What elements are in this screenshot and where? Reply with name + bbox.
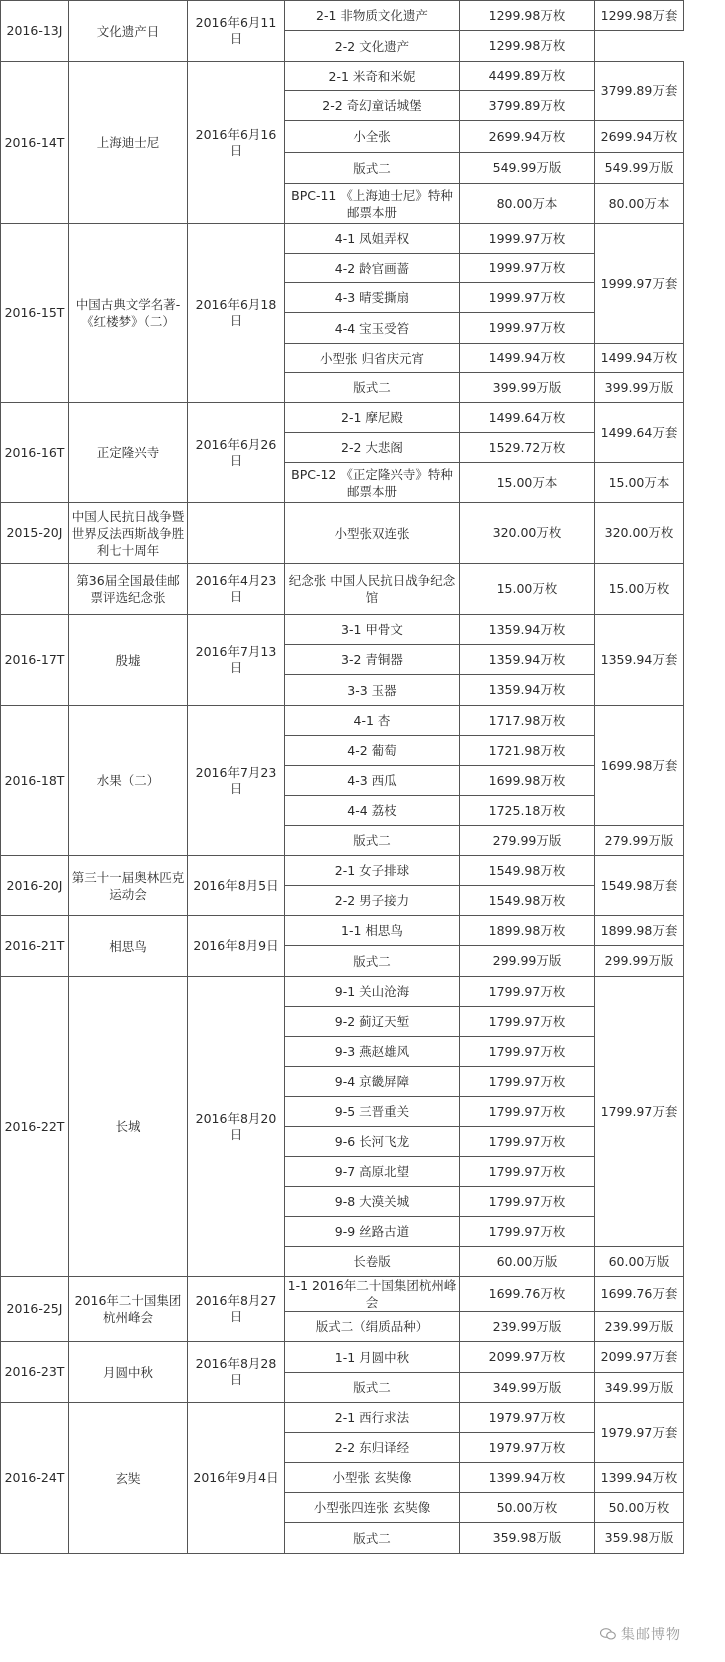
quantity-cell: 1717.98万枚 (460, 706, 595, 736)
quantity-cell: 1979.97万枚 (460, 1403, 595, 1433)
item-cell: 9-6 长河飞龙 (285, 1127, 460, 1157)
item-cell: 2-1 女子排球 (285, 856, 460, 886)
quantity-cell: 1979.97万枚 (460, 1433, 595, 1463)
quantity-cell: 60.00万版 (460, 1247, 595, 1277)
issue-code-cell: 2016-24T (1, 1403, 69, 1554)
item-cell: 小型张 归省庆元宵 (285, 344, 460, 373)
item-cell: 4-1 杏 (285, 706, 460, 736)
quantity-cell: 1999.97万枚 (460, 254, 595, 283)
quantity-cell: 50.00万枚 (460, 1493, 595, 1523)
item-cell: 长卷版 (285, 1247, 460, 1277)
item-cell: 版式二（绢质品种） (285, 1312, 460, 1342)
quantity-cell: 1799.97万枚 (460, 1127, 595, 1157)
quantity-cell: 1359.94万枚 (460, 615, 595, 645)
issue-date-cell: 2016年6月16日 (188, 62, 285, 224)
watermark (600, 1624, 681, 1644)
item-cell: 1-1 月圆中秋 (285, 1342, 460, 1373)
item-cell: BPC-11 《上海迪士尼》特种邮票本册 (285, 184, 460, 224)
quantity-cell: 1799.97万枚 (460, 1037, 595, 1067)
quantity-cell: 1799.97万枚 (460, 1067, 595, 1097)
item-cell: 9-7 高原北望 (285, 1157, 460, 1187)
set-total-cell: 279.99万版 (595, 826, 684, 856)
issue-code-cell: 2016-25J (1, 1277, 69, 1342)
set-total-cell: 1999.97万套 (595, 224, 684, 344)
table-row (1, 1277, 684, 1312)
item-cell: 版式二 (285, 1373, 460, 1403)
set-total-cell: 1549.98万套 (595, 856, 684, 916)
issue-code-cell: 2016-20J (1, 856, 69, 916)
set-total-cell: 1499.64万套 (595, 403, 684, 463)
item-cell: 小型张 玄奘像 (285, 1463, 460, 1493)
set-total-cell: 1299.98万套 (595, 1, 684, 31)
item-cell: 4-3 西瓜 (285, 766, 460, 796)
issue-date-cell: 2016年8月27日 (188, 1277, 285, 1342)
quantity-cell: 1359.94万枚 (460, 645, 595, 675)
issue-code-cell: 2016-14T (1, 62, 69, 224)
issue-code-cell: 2016-23T (1, 1342, 69, 1403)
item-cell: 3-2 青铜器 (285, 645, 460, 675)
quantity-cell: 15.00万枚 (460, 564, 595, 615)
quantity-cell: 1721.98万枚 (460, 736, 595, 766)
set-total-cell: 1699.98万套 (595, 706, 684, 826)
quantity-cell: 15.00万本 (460, 463, 595, 503)
set-total-cell: 1399.94万枚 (595, 1463, 684, 1493)
quantity-cell: 1499.94万枚 (460, 344, 595, 373)
set-total-cell: 60.00万版 (595, 1247, 684, 1277)
table-row (1, 224, 684, 254)
quantity-cell: 1529.72万枚 (460, 433, 595, 463)
quantity-cell: 349.99万版 (460, 1373, 595, 1403)
item-cell: 2-1 摩尼殿 (285, 403, 460, 433)
quantity-cell: 1799.97万枚 (460, 1007, 595, 1037)
quantity-cell: 4499.89万枚 (460, 62, 595, 91)
set-total-cell: 320.00万枚 (595, 503, 684, 564)
set-total-cell: 80.00万本 (595, 184, 684, 224)
quantity-cell: 1799.97万枚 (460, 1187, 595, 1217)
item-cell: 2-2 男子接力 (285, 886, 460, 916)
table-row (1, 615, 684, 645)
item-cell: BPC-12 《正定隆兴寺》特种邮票本册 (285, 463, 460, 503)
table-row (1, 564, 684, 615)
issue-date-cell: 2016年9月4日 (188, 1403, 285, 1554)
quantity-cell: 1725.18万枚 (460, 796, 595, 826)
quantity-cell: 80.00万本 (460, 184, 595, 224)
quantity-cell: 1549.98万枚 (460, 856, 595, 886)
item-cell: 9-8 大漠关城 (285, 1187, 460, 1217)
watermark-text: 集邮博物 (621, 1627, 681, 1643)
issue-code-cell (1, 564, 69, 615)
issue-code-cell: 2016-17T (1, 615, 69, 706)
set-total-cell: 239.99万版 (595, 1312, 684, 1342)
item-cell: 1-1 相思鸟 (285, 916, 460, 946)
item-cell: 4-2 葡萄 (285, 736, 460, 766)
quantity-cell: 1359.94万枚 (460, 675, 595, 706)
issue-date-cell: 2016年6月18日 (188, 224, 285, 403)
quantity-cell: 399.99万版 (460, 373, 595, 403)
table-row (1, 1342, 684, 1373)
table-row (1, 1403, 684, 1433)
issue-name-cell: 上海迪士尼 (69, 62, 188, 224)
quantity-cell: 1999.97万枚 (460, 283, 595, 313)
issue-code-cell: 2016-18T (1, 706, 69, 856)
item-cell: 9-5 三晋重关 (285, 1097, 460, 1127)
issue-name-cell: 中国人民抗日战争暨世界反法西斯战争胜利七十周年 (69, 503, 188, 564)
set-total-cell: 15.00万枚 (595, 564, 684, 615)
quantity-cell: 320.00万枚 (460, 503, 595, 564)
issue-date-cell: 2016年8月20日 (188, 977, 285, 1277)
item-cell: 9-9 丝路古道 (285, 1217, 460, 1247)
set-total-cell: 1699.76万套 (595, 1277, 684, 1312)
issue-name-cell: 相思鸟 (69, 916, 188, 977)
item-cell: 3-3 玉器 (285, 675, 460, 706)
item-cell: 2-2 文化遗产 (285, 31, 460, 62)
set-total-cell: 359.98万版 (595, 1523, 684, 1554)
item-cell: 小全张 (285, 121, 460, 153)
issue-code-cell: 2015-20J (1, 503, 69, 564)
quantity-cell: 549.99万版 (460, 153, 595, 184)
item-cell: 9-4 京畿屏障 (285, 1067, 460, 1097)
issue-name-cell: 长城 (69, 977, 188, 1277)
item-cell: 版式二 (285, 826, 460, 856)
issue-code-cell: 2016-21T (1, 916, 69, 977)
table-row (1, 503, 684, 564)
quantity-cell: 1499.64万枚 (460, 403, 595, 433)
issue-name-cell: 殷墟 (69, 615, 188, 706)
set-total-cell: 2099.97万套 (595, 1342, 684, 1373)
issue-date-cell: 2016年8月5日 (188, 856, 285, 916)
item-cell: 4-1 凤姐弄权 (285, 224, 460, 254)
set-total-cell: 349.99万版 (595, 1373, 684, 1403)
issue-name-cell: 2016年二十国集团杭州峰会 (69, 1277, 188, 1342)
item-cell: 2-2 奇幻童话城堡 (285, 91, 460, 121)
issue-name-cell: 玄奘 (69, 1403, 188, 1554)
issue-name-cell: 正定隆兴寺 (69, 403, 188, 503)
item-cell: 3-1 甲骨文 (285, 615, 460, 645)
item-cell: 9-1 关山沧海 (285, 977, 460, 1007)
set-total-cell: 50.00万枚 (595, 1493, 684, 1523)
set-total-cell: 3799.89万套 (595, 62, 684, 121)
quantity-cell: 1999.97万枚 (460, 313, 595, 344)
issue-date-cell: 2016年8月9日 (188, 916, 285, 977)
issue-name-cell: 中国古典文学名著-《红楼梦》（二） (69, 224, 188, 403)
quantity-cell: 1699.76万枚 (460, 1277, 595, 1312)
quantity-cell: 1799.97万枚 (460, 1157, 595, 1187)
issue-date-cell: 2016年4月23日 (188, 564, 285, 615)
set-total-cell: 399.99万版 (595, 373, 684, 403)
item-cell: 版式二 (285, 153, 460, 184)
table-row (1, 403, 684, 433)
issue-date-cell: 2016年6月26日 (188, 403, 285, 503)
table-row (1, 856, 684, 886)
quantity-cell: 359.98万版 (460, 1523, 595, 1554)
quantity-cell: 3799.89万枚 (460, 91, 595, 121)
item-cell: 2-2 东归译经 (285, 1433, 460, 1463)
quantity-cell: 1799.97万枚 (460, 977, 595, 1007)
issue-code-cell: 2016-15T (1, 224, 69, 403)
item-cell: 1-1 2016年二十国集团杭州峰会 (285, 1277, 460, 1312)
issue-name-cell: 文化遗产日 (69, 1, 188, 62)
item-cell: 纪念张 中国人民抗日战争纪念馆 (285, 564, 460, 615)
quantity-cell: 1299.98万枚 (460, 31, 595, 62)
item-cell: 4-4 荔枝 (285, 796, 460, 826)
set-total-cell: 1899.98万套 (595, 916, 684, 946)
issue-name-cell: 月圆中秋 (69, 1342, 188, 1403)
quantity-cell: 2099.97万枚 (460, 1342, 595, 1373)
item-cell: 4-2 龄官画蔷 (285, 254, 460, 283)
issue-code-cell: 2016-13J (1, 1, 69, 62)
set-total-cell: 1979.97万套 (595, 1403, 684, 1463)
issue-date-cell: 2016年7月13日 (188, 615, 285, 706)
table-row (1, 916, 684, 946)
issue-code-cell: 2016-16T (1, 403, 69, 503)
item-cell: 2-2 大悲阁 (285, 433, 460, 463)
quantity-cell: 2699.94万枚 (460, 121, 595, 153)
table-row (1, 706, 684, 736)
wechat-icon (600, 1628, 616, 1640)
item-cell: 2-1 米奇和米妮 (285, 62, 460, 91)
issue-code-cell: 2016-22T (1, 977, 69, 1277)
quantity-cell: 1799.97万枚 (460, 1097, 595, 1127)
quantity-cell: 279.99万版 (460, 826, 595, 856)
set-total-cell: 1499.94万枚 (595, 344, 684, 373)
quantity-cell: 1999.97万枚 (460, 224, 595, 254)
item-cell: 2-1 西行求法 (285, 1403, 460, 1433)
item-cell: 2-1 非物质文化遗产 (285, 1, 460, 31)
table-row (1, 1, 684, 31)
quantity-cell: 1699.98万枚 (460, 766, 595, 796)
issue-date-cell: 2016年6月11日 (188, 1, 285, 62)
issue-name-cell: 水果（二） (69, 706, 188, 856)
set-total-cell: 15.00万本 (595, 463, 684, 503)
item-cell: 9-3 燕赵雄风 (285, 1037, 460, 1067)
set-total-cell: 2699.94万枚 (595, 121, 684, 153)
item-cell: 版式二 (285, 946, 460, 977)
issue-name-cell: 第36届全国最佳邮票评选纪念张 (69, 564, 188, 615)
item-cell: 9-2 蓟辽天堑 (285, 1007, 460, 1037)
set-total-cell: 1799.97万套 (595, 977, 684, 1247)
item-cell: 小型张四连张 玄奘像 (285, 1493, 460, 1523)
item-cell: 版式二 (285, 1523, 460, 1554)
quantity-cell: 1549.98万枚 (460, 886, 595, 916)
table-row (1, 977, 684, 1007)
issue-date-cell (188, 503, 285, 564)
quantity-cell: 1799.97万枚 (460, 1217, 595, 1247)
quantity-cell: 1899.98万枚 (460, 916, 595, 946)
issue-date-cell: 2016年8月28日 (188, 1342, 285, 1403)
item-cell: 版式二 (285, 373, 460, 403)
item-cell: 小型张双连张 (285, 503, 460, 564)
set-total-cell: 1359.94万套 (595, 615, 684, 706)
quantity-cell: 239.99万版 (460, 1312, 595, 1342)
quantity-cell: 1299.98万枚 (460, 1, 595, 31)
item-cell: 4-3 晴雯撕扇 (285, 283, 460, 313)
set-total-cell: 299.99万版 (595, 946, 684, 977)
issue-date-cell: 2016年7月23日 (188, 706, 285, 856)
item-cell: 4-4 宝玉受笞 (285, 313, 460, 344)
issue-name-cell: 第三十一届奥林匹克运动会 (69, 856, 188, 916)
quantity-cell: 299.99万版 (460, 946, 595, 977)
set-total-cell: 549.99万版 (595, 153, 684, 184)
quantity-cell: 1399.94万枚 (460, 1463, 595, 1493)
table-row (1, 62, 684, 91)
